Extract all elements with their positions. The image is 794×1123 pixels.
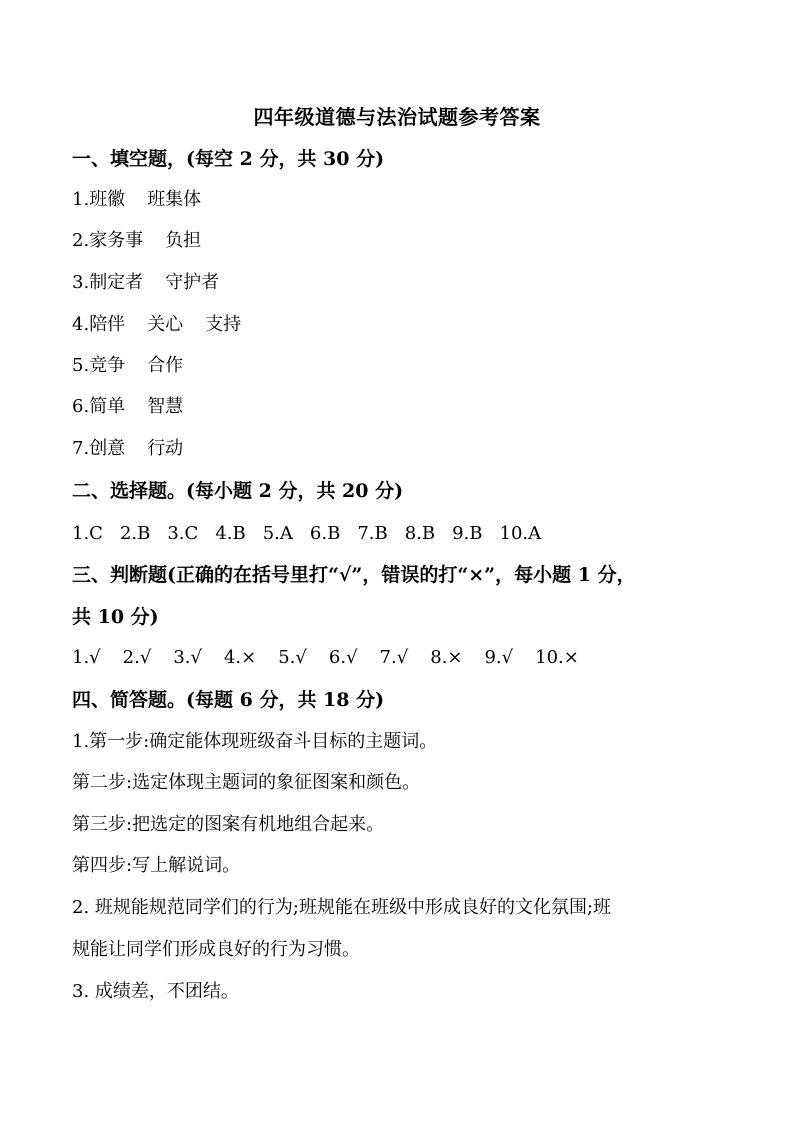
item-number: 2. [72,230,90,251]
item-number: 6. [72,396,90,417]
choice-answer: 3.C [167,523,199,544]
tf-answer: 2.√ [122,647,152,668]
answer: 关心 [147,314,184,335]
choice-answer: 8.B [404,523,436,544]
answer: 竞争 [89,355,126,376]
tf-answer: 10.× [535,647,579,668]
tf-answer: 1.√ [72,647,101,668]
section2-heading: 二、选择题。(每小题 2 分，共 20 分) [72,480,404,502]
section4-heading: 四、简答题。(每题 6 分，共 18 分) [72,689,385,711]
section1-heading: 一、填空题，(每空 2 分，共 30 分) [72,148,385,170]
answer: 支持 [205,314,242,335]
choice-answer: 9.B [452,523,483,544]
fill-blank-answer-4 [72,313,241,337]
short-answer-line: 第二步:选定体现主题词的象征图案和颜色。 [72,772,421,793]
short-answer-line: 第四步:写上解说词。 [72,855,241,876]
page-title: 四年级道德与法治试题参考答案 [253,105,541,129]
fill-blank-answer-6 [72,395,183,419]
item-number: 3. [72,272,90,293]
tf-answer: 9.√ [484,647,514,668]
answer: 守护者 [165,272,220,293]
choice-answer: 2.B [119,523,151,544]
answer: 班集体 [147,189,202,210]
tf-answer: 5.√ [278,647,307,668]
tf-answer: 4.× [223,647,257,668]
tf-answer: 8.× [430,647,463,668]
tf-answer: 7.√ [379,647,409,668]
answer: 合作 [147,355,184,376]
answer: 行动 [147,438,184,459]
short-answer-line: 2. 班规能规范同学们的行为;班规能在班级中形成良好的文化氛围;班 [72,897,612,918]
answer: 简单 [89,396,126,417]
choice-answer: 6.B [309,523,341,544]
short-answer-line: 规能让同学们形成良好的行为习惯。 [72,939,360,960]
fill-blank-answer-2 [72,229,201,253]
short-answer-line: 第三步:把选定的图案有机地组合起来。 [72,814,385,835]
answer: 负担 [165,230,202,251]
answer: 家务事 [89,230,144,251]
fill-blank-answer-5 [72,354,183,378]
true-false-answers-row [72,646,601,670]
choice-answers-row [72,522,558,546]
short-answer-line: 1.第一步:确定能体现班级奋斗目标的主题词。 [72,731,438,752]
choice-answer: 10.A [499,523,542,544]
fill-blank-answer-3 [72,271,219,295]
section3-heading-line2: 共 10 分) [72,606,159,628]
choice-answer: 1.C [72,523,103,544]
answer: 陪伴 [89,314,126,335]
item-number: 7. [72,438,90,459]
fill-blank-answer-1 [72,188,201,212]
answer: 班徽 [89,189,126,210]
answer: 智慧 [147,396,184,417]
choice-answer: 7.B [357,523,388,544]
item-number: 5. [72,355,90,376]
section3-heading-line1: 三、判断题(正确的在括号里打“√”，错误的打“×”，每小题 1 分， [72,564,636,586]
choice-answer: 4.B [215,523,246,544]
item-number: 4. [72,314,90,335]
tf-answer: 6.√ [328,647,358,668]
choice-answer: 5.A [262,523,293,544]
short-answer-line: 3. 成绩差，不团结。 [72,981,239,1002]
answer: 创意 [89,438,126,459]
answer: 制定者 [89,272,144,293]
tf-answer: 3.√ [173,647,202,668]
item-number: 1. [72,189,90,210]
fill-blank-answer-7 [72,437,183,461]
